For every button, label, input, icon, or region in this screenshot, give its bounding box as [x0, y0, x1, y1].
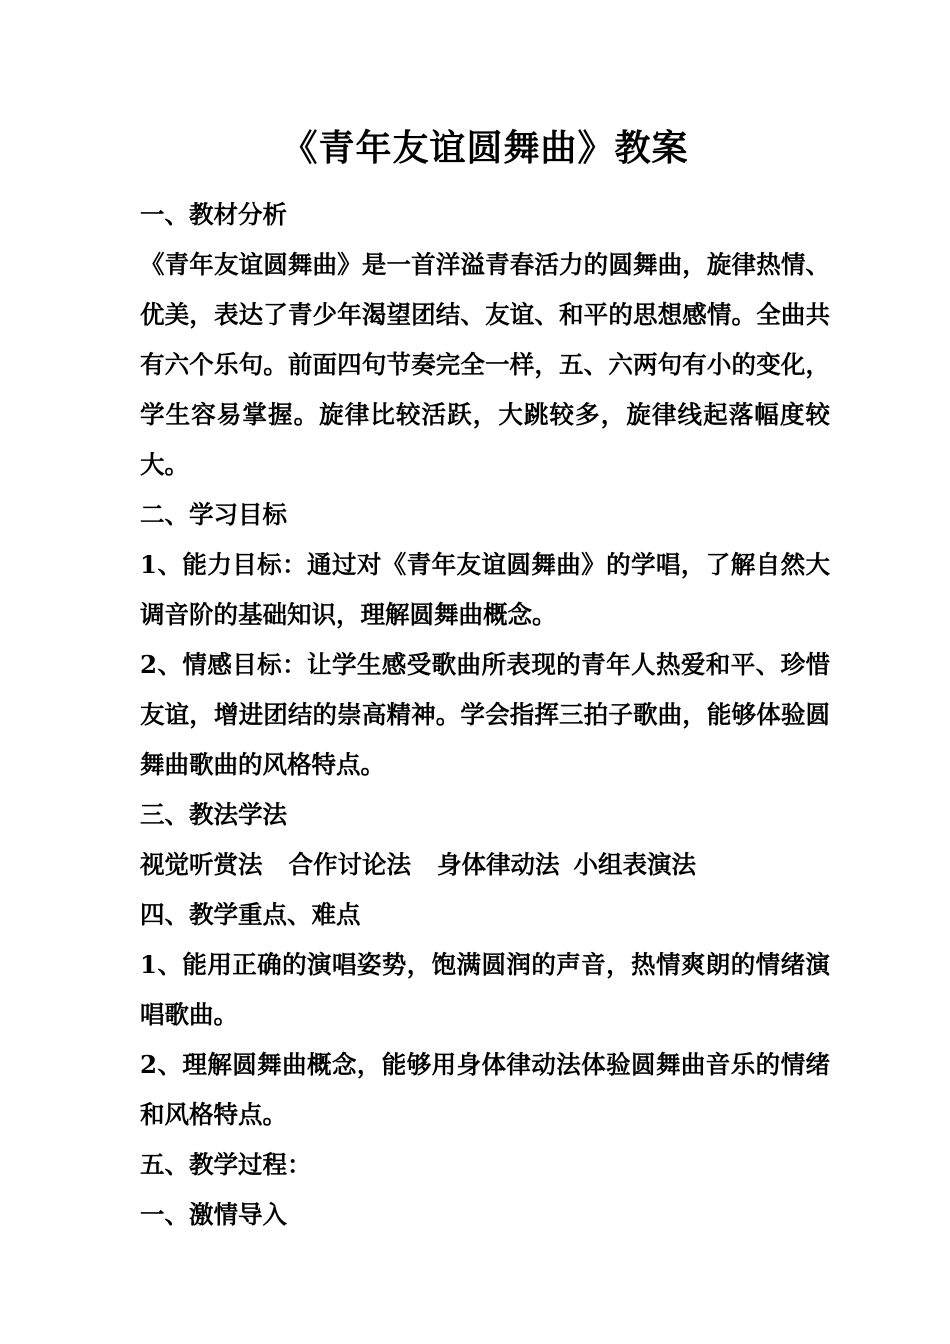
document-title: 《青年友谊圆舞曲》教案: [281, 127, 689, 169]
key-point-1: 1、能用正确的演唱姿势，饱满圆润的声音，热情爽朗的情绪演唱歌曲。: [140, 950, 830, 1029]
process-step-intro: 一、激情导入: [140, 1200, 287, 1229]
method-item: 合作讨论法: [288, 850, 411, 879]
document-page: [140, 122, 830, 1240]
objective-emotion: 2、情感目标：让学生感受歌曲所表现的青年人热爱和平、珍惜友谊，增进团结的崇高精神。学会指挥三拍子歌曲，能够体验圆舞曲歌曲的风格特点。: [140, 650, 830, 779]
materials-analysis-paragraph: 《青年友谊圆舞曲》是一首洋溢青春活力的圆舞曲，旋律热情、优美，表达了青少年渴望团结、友谊、和平的思想感情。全曲共有六个乐句。前面四句节奏完全一样，五、六两句有小的变化，学生容易掌握。旋律比较活跃，大跳较多，旋律线起落幅度较大。: [140, 250, 830, 479]
section-heading-methods: 三、教法学法: [140, 800, 287, 829]
section-heading-objectives: 二、学习目标: [140, 500, 287, 529]
section-heading-key-points: 四、教学重点、难点: [140, 900, 361, 929]
section-heading-process: 五、教学过程：: [140, 1150, 312, 1179]
section-heading-materials: 一、教材分析: [140, 200, 287, 229]
key-point-2: 2、理解圆舞曲概念，能够用身体律动法体验圆舞曲音乐的情绪和风格特点。: [140, 1050, 830, 1129]
method-item: 视觉听赏法: [140, 850, 263, 879]
method-item: 身体律动法: [437, 850, 560, 879]
objective-ability: 1、能力目标：通过对《青年友谊圆舞曲》的学唱，了解自然大调音阶的基础知识，理解圆舞曲概念。: [140, 550, 830, 629]
methods-list: [140, 840, 830, 890]
method-item: 小组表演法: [573, 850, 696, 879]
